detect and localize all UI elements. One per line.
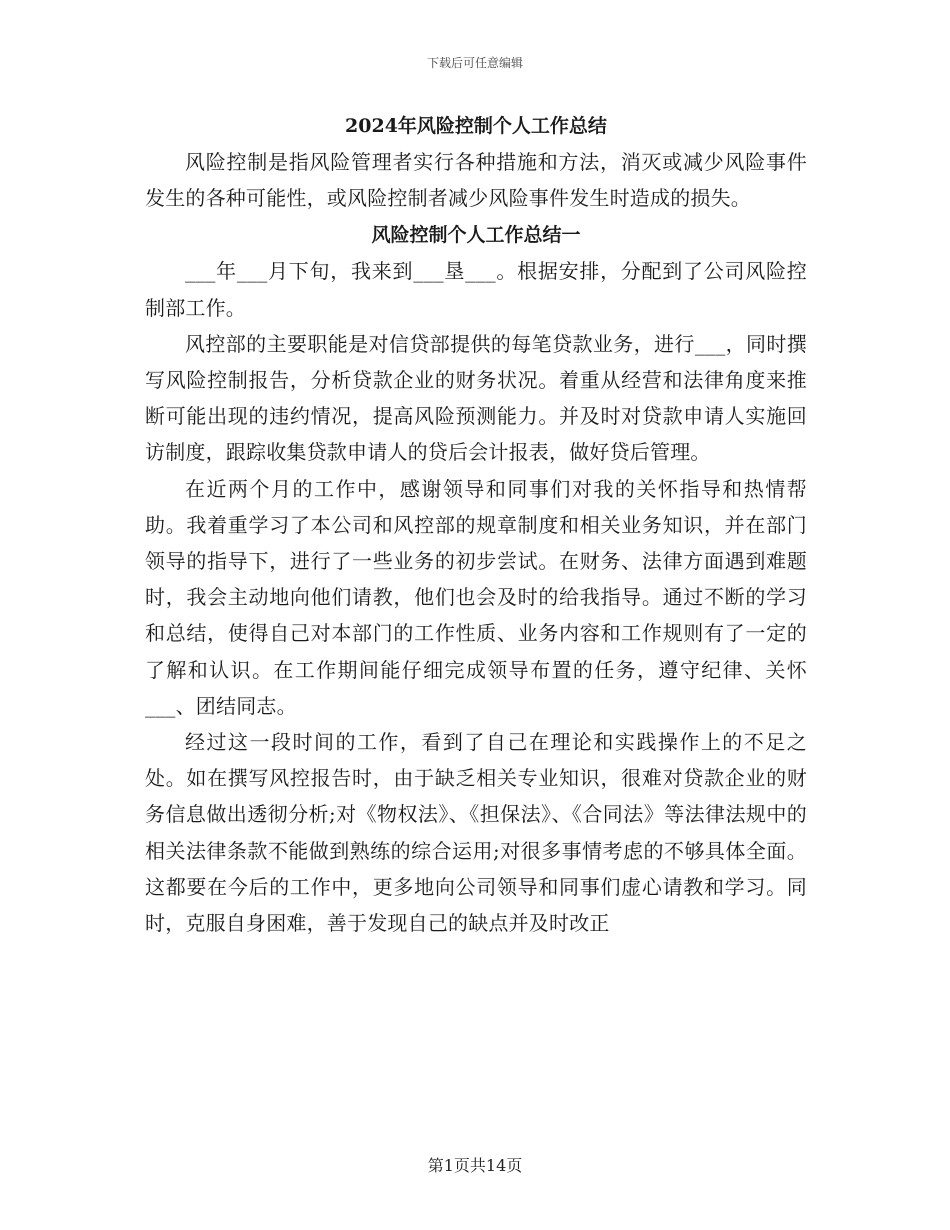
document-body [145,108,807,941]
document-title: 2024年风险控制个人工作总结 [345,115,607,137]
body-paragraph-3: 在近两个月的工作中，感谢领导和同事们对我的关怀指导和热情帮助。我着重学习了本公司和风控部的规章制度和相关业务知识，并在部门领导的指导下，进行了一些业务的初步尝试。在财务、法律方面遇到难题时，我会主动地向他们请教，他们也会及时的给我指导。通过不断的学习和总结，使得自己对本部门的工作性质、业务内容和工作规则有了一定的了解和认识。在工作期间能仔细完成领导布置的任务，遵守纪律、关怀___、团结同志。 [145,476,807,718]
body-paragraph-1: ___年___月下旬，我来到___垦___。根据安排，分配到了公司风险控制部工作。 [145,259,807,320]
body-paragraph-2: 风控部的主要职能是对信贷部提供的每笔贷款业务，进行___，同时撰写风险控制报告，分析贷款企业的财务状况。着重从经营和法律角度来推断可能出现的违约情况，提高风险预测能力。并及时对贷款申请人实施回访制度，跟踪收集贷款申请人的贷后会计报表，做好贷后管理。 [145,331,807,465]
page-number: 第1页共14页 [427,1156,523,1175]
intro-paragraph: 风险控制是指风险管理者实行各种措施和方法，消灭或减少风险事件发生的各种可能性，或风险控制者减少风险事件发生时造成的损失。 [145,150,807,211]
header-note: 下载后可任意编辑 [426,56,523,70]
body-paragraph-4: 经过这一段时间的工作，看到了自己在理论和实践操作上的不足之处。如在撰写风控报告时，由于缺乏相关专业知识，很难对贷款企业的财务信息做出透彻分析;对《物权法》、《担保法》、《合同法》等法律法规中的相关法律条款不能做到熟练的综合运用;对很多事情考虑的不够具体全面。这都要在今后的工作中，更多地向公司领导和同事们虚心请教和学习。同时，克服自身困难，善于发现自己的缺点并及时改正 [145,730,807,936]
section-title: 风险控制个人工作总结一 [371,224,581,247]
